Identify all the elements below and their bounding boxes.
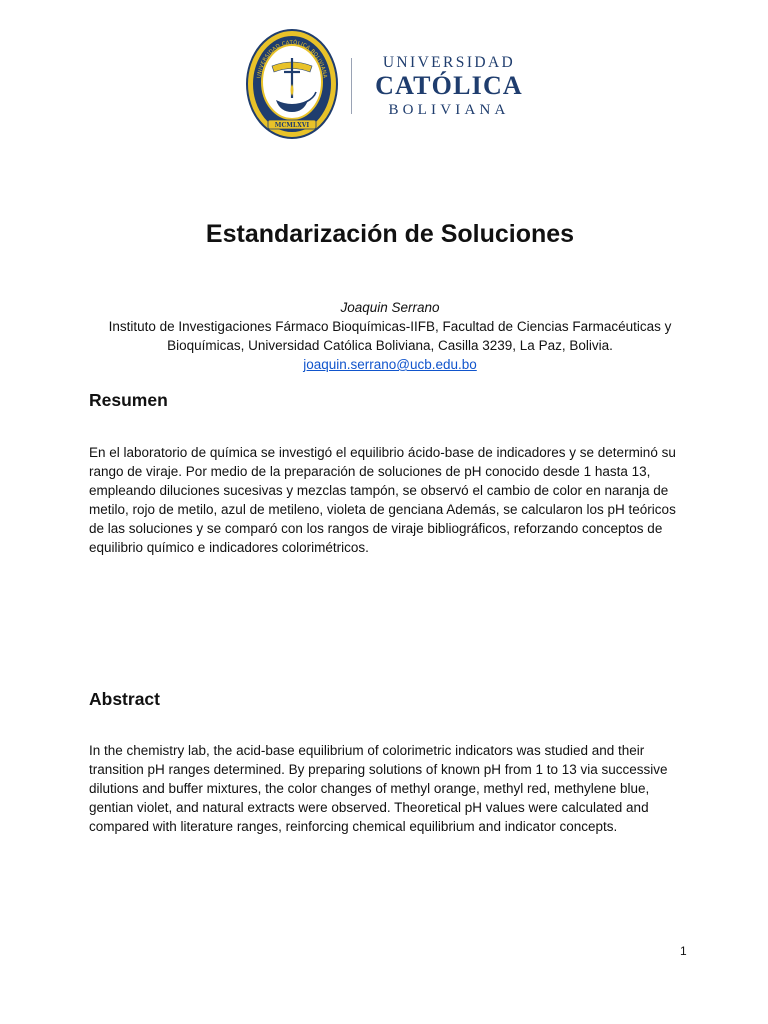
paragraph-line: compared with literature ranges, reinforcing chemical equilibrium and indicator concepts.	[89, 819, 618, 834]
abstract-paragraph	[89, 741, 709, 836]
author-name: Joaquin Serrano	[340, 300, 440, 315]
svg-text:MCMLXVI: MCMLXVI	[274, 122, 310, 129]
paragraph-line: empleando diluciones sucesivas y mezclas tampón, se observó el cambio de color en naranja de	[89, 483, 669, 498]
svg-text:UNIVERSIDAD CATÓLICA BOLIVIANA: UNIVERSIDAD CATÓLICA BOLIVIANA	[256, 39, 328, 79]
paragraph-line: dilutions and buffer mixtures, the color changes of methyl orange, methyl red, methylene blue,	[89, 781, 650, 796]
logo-wordmark	[364, 54, 534, 120]
logo-divider	[351, 58, 352, 114]
abstract-heading: Abstract	[89, 689, 160, 709]
page-number: 1	[680, 944, 687, 958]
author-block	[80, 298, 700, 374]
author-email-link[interactable]: joaquin.serrano@ucb.edu.bo	[303, 357, 477, 372]
paragraph-line: rango de viraje. Por medio de la preparación de soluciones de pH conocido desde 1 hasta 13,	[89, 464, 651, 479]
resumen-heading: Resumen	[89, 390, 168, 410]
document-title: Estandarización de Soluciones	[205, 220, 575, 248]
paragraph-line: En el laboratorio de química se investigó el equilibrio ácido-base de indicadores y se determinó su	[89, 445, 676, 460]
logo-line-catolica: CATÓLICA	[375, 71, 523, 100]
author-affiliation-line1: Instituto de Investigaciones Fármaco Bioquímicas-IIFB, Facultad de Ciencias Farmacéuticas y	[108, 319, 672, 334]
paragraph-line: transition pH ranges determined. By preparing solutions of known pH from 1 to 13 via successive	[89, 762, 668, 777]
university-seal-icon	[246, 28, 338, 140]
paragraph-line: metilo, rojo de metilo, azul de metileno, violeta de genciana Además, se calcularon los pH teóricos	[89, 502, 676, 517]
logo-line-universidad: UNIVERSIDAD	[382, 54, 516, 71]
university-logo	[246, 28, 536, 142]
resumen-paragraph	[89, 443, 709, 557]
paragraph-line: de las soluciones y se comparó con los rangos de viraje bibliográficos, reforzando conceptos de	[89, 521, 663, 536]
paragraph-line: In the chemistry lab, the acid-base equilibrium of colorimetric indicators was studied and their	[89, 743, 645, 758]
paragraph-line: gentian violet, and natural extracts were observed. Theoretical pH values were calculated and	[89, 800, 649, 815]
author-affiliation-line2: Bioquímicas, Universidad Católica Boliviana, Casilla 3239, La Paz, Bolivia.	[167, 338, 613, 353]
logo-line-boliviana: BOLIVIANA	[388, 102, 510, 118]
paragraph-line: equilibrio químico e indicadores colorimétricos.	[89, 540, 369, 555]
